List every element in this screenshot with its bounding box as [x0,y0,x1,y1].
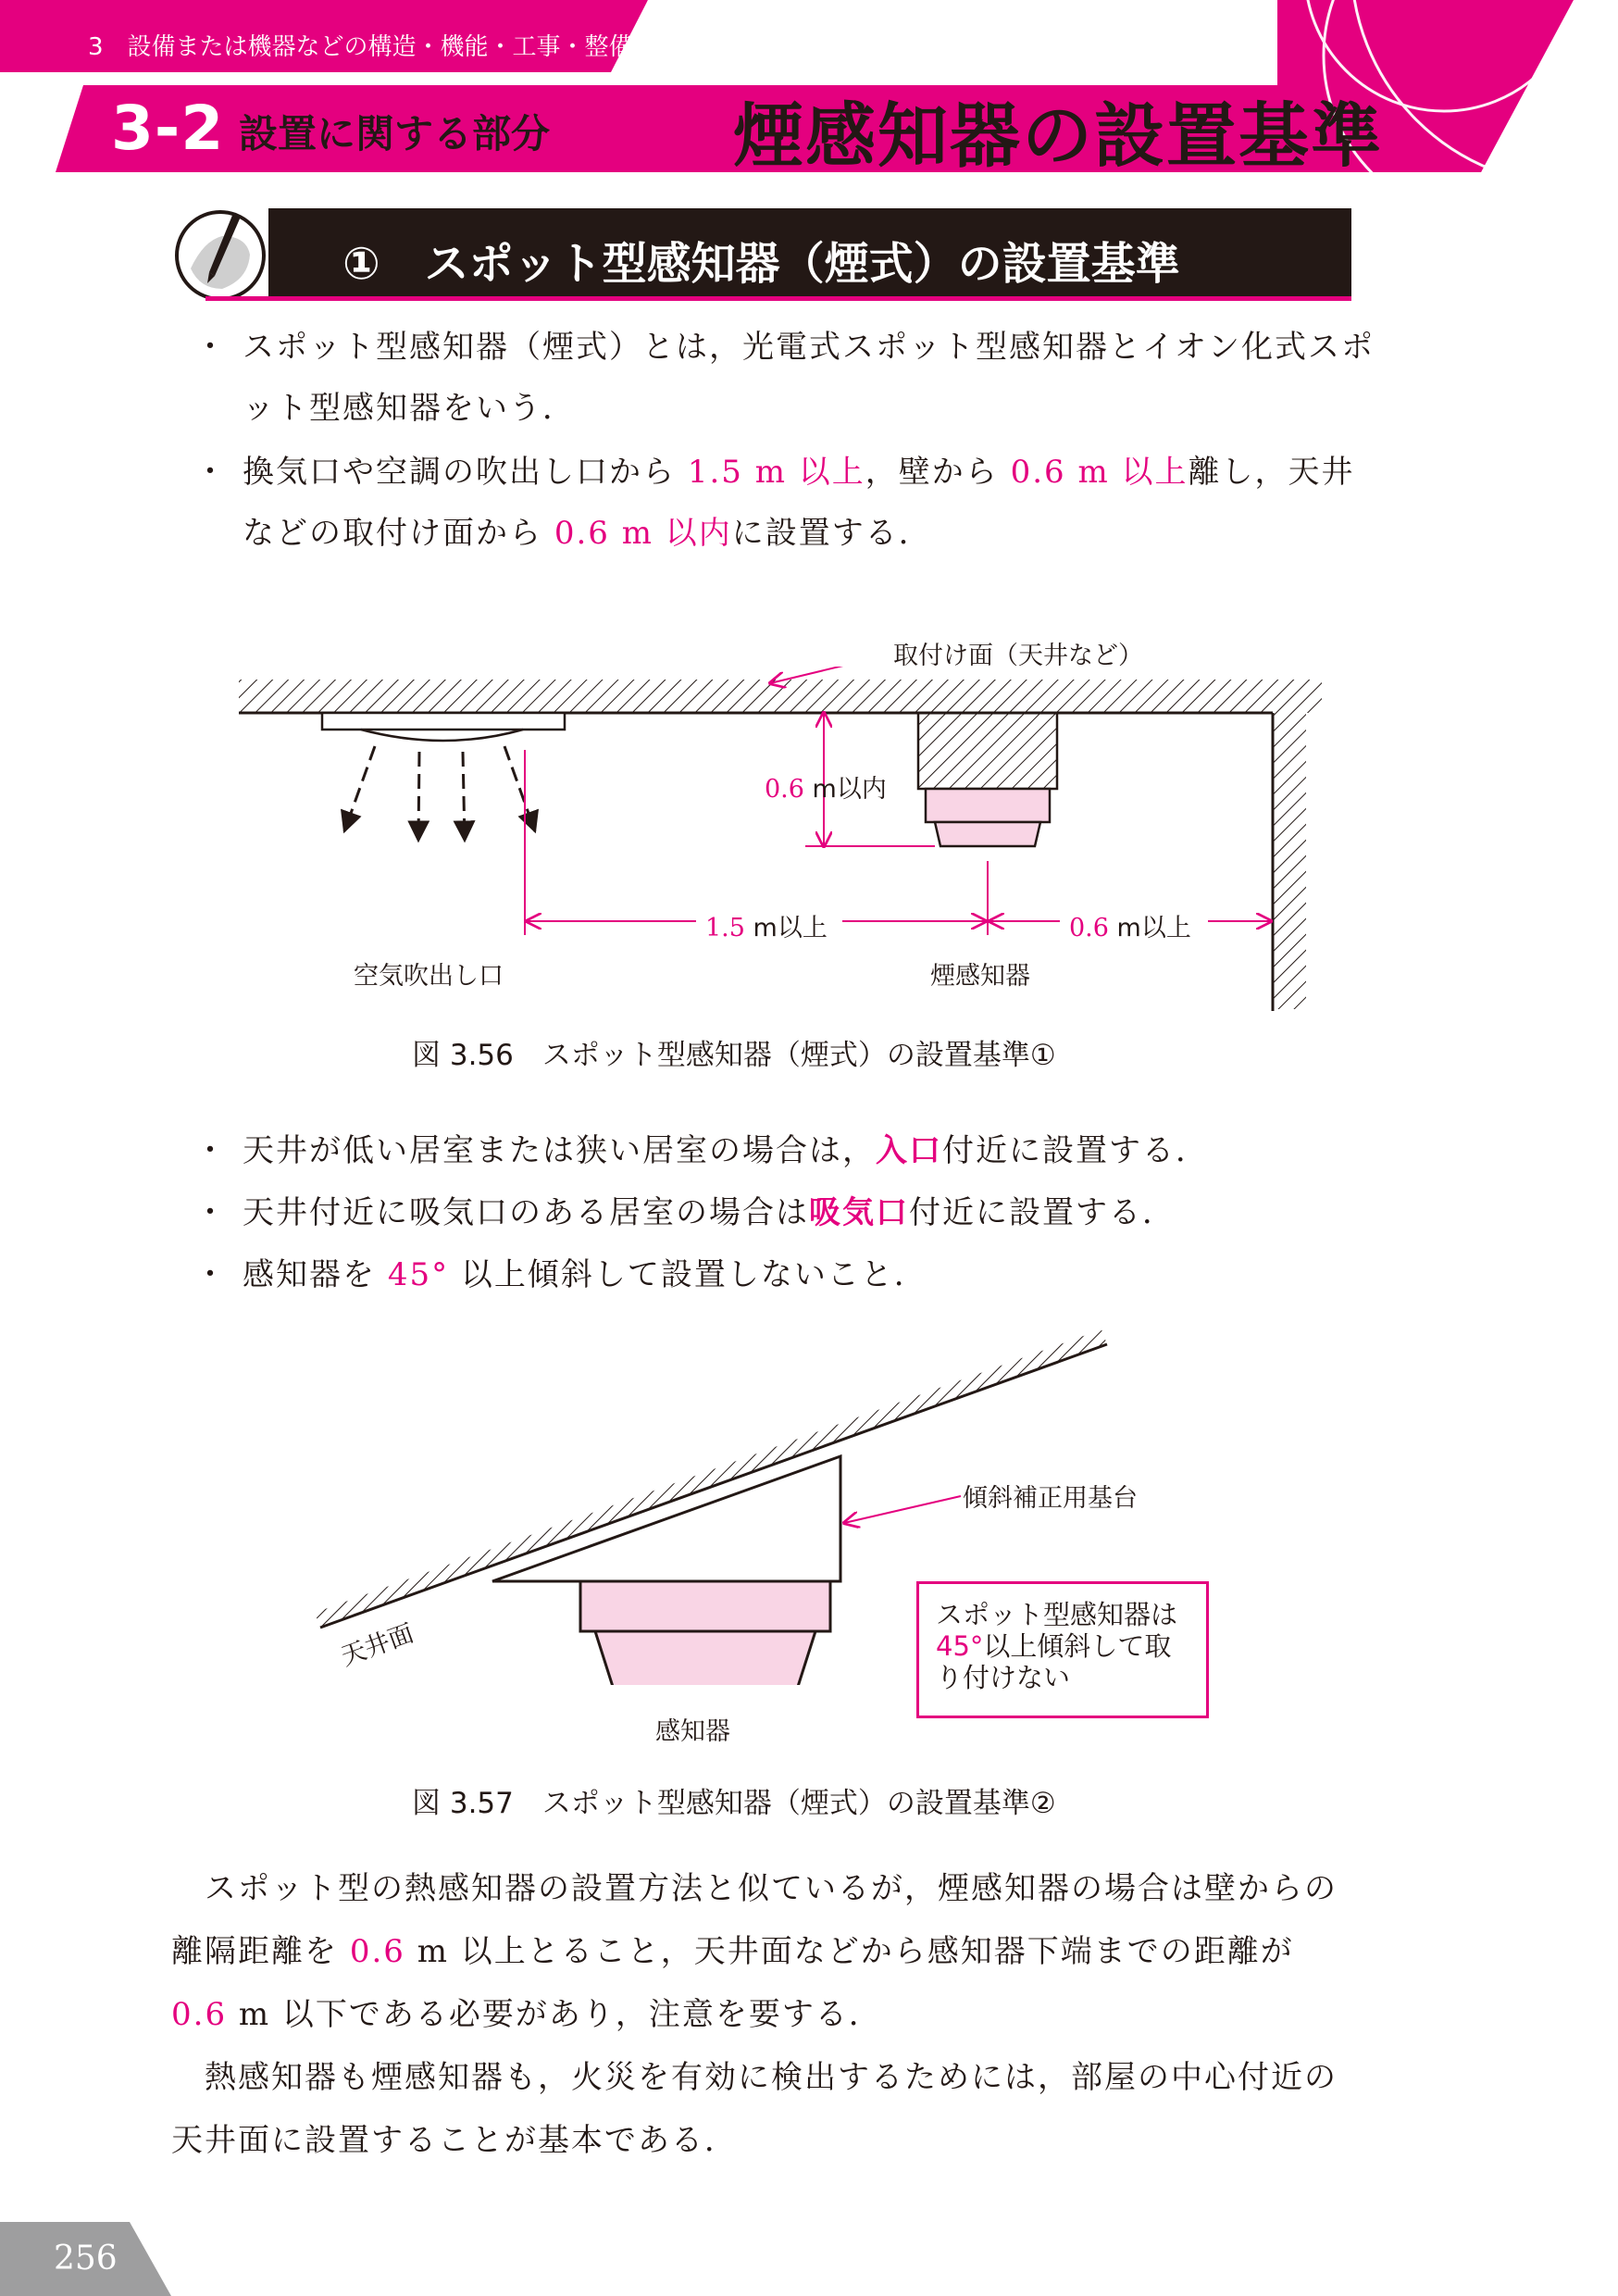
label-from-outlet: 1.5 m以上 [705,914,828,942]
bullet-text [243,1120,1379,1181]
highlight-text: 45° [936,1630,984,1662]
label-detector: 煙感知器 [930,962,1030,991]
bullet-item [194,442,1379,564]
bullet-dot: ・ [194,1194,228,1231]
bullet-text [243,317,1379,439]
figure-2-caption: 図 3.57 スポット型感知器（煙式）の設置基準② [412,1787,1056,1820]
bullet-item [194,1244,1379,1305]
text-run: m 以下である必要があり，注意を要する． [227,1996,882,2033]
section-number: 3-2 [111,93,225,164]
text-run: スポット型感知器は [936,1599,1178,1630]
label-from-wall: 0.6 m以上 [1069,914,1191,942]
bullet-item [194,1120,1379,1181]
bullet-dot: ・ [194,329,228,366]
highlight-text: 吸気口 [809,1194,909,1231]
text-run: 以上傾斜して設置しないこと． [449,1256,927,1293]
text-run: 天井付近に吸気口のある居室の場合は [243,1194,809,1231]
section-name: 設置に関する部分 [239,111,551,156]
text-run: スポット型の熱感知器の設置方法と似ているが，煙感知器の場合は壁からの離隔距離を [171,1870,1338,1970]
text-run: 熱感知器も煙感知器も，火災を有効に検出するためには，部屋の中心付近の天井面に設置することが基本である． [171,2059,1338,2159]
note-box [916,1581,1209,1718]
highlight-text: 1.5 m 以上 [687,454,865,491]
text-run: 換気口や空調の吹出し口から [243,454,688,491]
text-run: 天井が低い居室または狭い居室の場合は， [243,1132,876,1169]
figure-1-caption: 図 3.56 スポット型感知器（煙式）の設置基準① [412,1039,1056,1072]
highlight-text: 0.6 m 以上 [1010,454,1189,491]
highlight-text: 0.6 [171,1996,228,2033]
text-run: 感知器を [243,1256,388,1293]
text-run: 付近に設置する． [909,1194,1176,1231]
subheading-underline [205,296,1351,301]
highlight-text: 0.6 [349,1933,405,1970]
text-run: スポット型感知器（煙式）とは，光電式スポット型感知器とイオン化式スポット型感知器をいう． [243,329,1375,427]
text-run: m 以上とること，天井面などから感知器下端までの距離が [404,1933,1294,1970]
paragraph [171,1857,1356,2046]
highlight-text: 0.6 m 以内 [554,515,732,552]
highlight-text: 入口 [876,1132,942,1169]
page-title: 煙感知器の設置基準 [733,94,1383,177]
bullet-item [194,1182,1379,1243]
bullet-text [243,1244,1379,1305]
label-ceiling: 天井面 [337,1618,418,1672]
text-run: に設置する． [731,515,932,552]
bullet-text [243,442,1379,564]
paragraph [171,2046,1356,2172]
label-base: 傾斜補正用基台 [963,1484,1138,1513]
bullet-text [243,1182,1379,1243]
label-detector-2: 感知器 [655,1717,730,1746]
label-mount-surface: 取付け面（天井など） [893,642,1143,670]
bullet-item [194,317,1379,439]
bullet-dot: ・ [194,1256,228,1293]
text-run: 離し，天井などの取付け面から [243,454,1355,552]
bullet-dot: ・ [194,1132,228,1169]
text-run: ，壁から [865,454,1011,491]
label-air-outlet: 空気吹出し口 [354,962,504,991]
subheading-title: ① スポット型感知器（煙式）の設置基準 [342,238,1180,290]
chapter-title: 3 設備または機器などの構造・機能・工事・整備 [88,33,633,61]
page-number: 256 [54,2240,118,2277]
label-within: 0.6 m以内 [765,775,887,804]
text-run: 付近に設置する． [942,1132,1209,1169]
highlight-text: 45° [387,1256,450,1293]
bullet-dot: ・ [194,454,228,491]
text-run: 以上傾斜して取り付けない [936,1630,1172,1693]
